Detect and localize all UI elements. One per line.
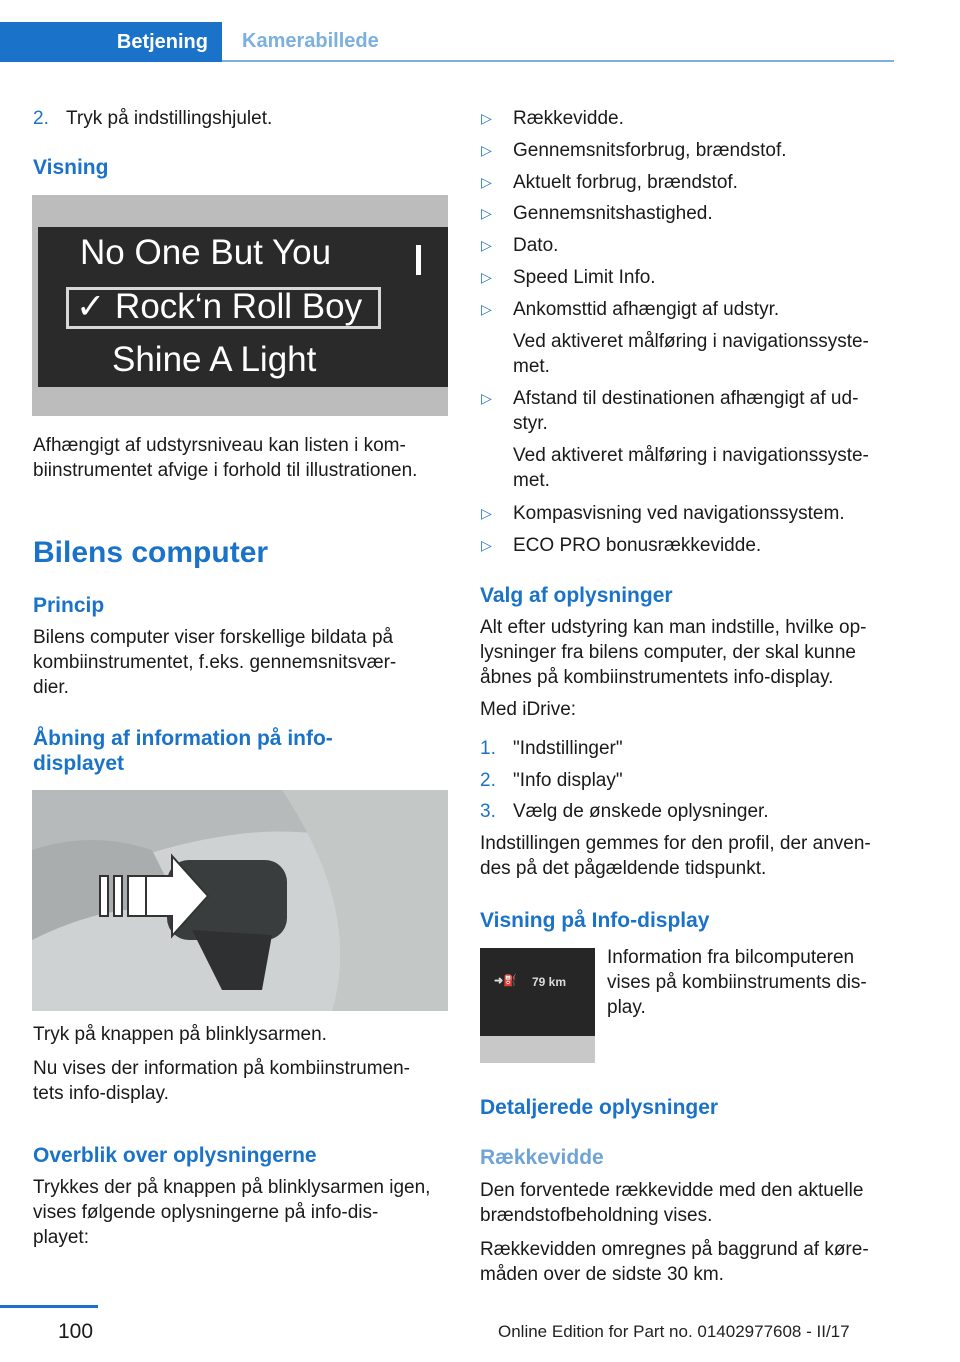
valg-text: Alt efter udstyring kan man indstille, hvilke op- lysninger fra bilens computer, der skal kunne åbnes på kombiinstrumentets info-display. [480,617,867,688]
display-item: No One But You [80,233,332,272]
bullet-icon: ▷ [481,390,492,406]
step-text: "Info display" [513,770,623,791]
tab-betjening[interactable]: Betjening [0,22,222,62]
list-item-note: Ved aktiveret målføring i navigationssyste- [513,331,869,352]
list-item: Kompasvisning ved navigationssystem. [513,503,845,524]
princip-text: Bilens computer viser forskellige bildata på kombiinstrumentet, f.eks. gennemsnitsvær- dier. [33,627,397,698]
raekkevidde-heading: Rækkevidde [480,1146,604,1169]
list-item: ECO PRO bonusrækkevidde. [513,535,762,556]
list-item-note: met. [513,356,550,377]
overblik-heading: Overblik over oplysningerne [33,1144,317,1167]
list-item-note: Ved aktiveret målføring i navigationssyste- [513,445,869,466]
visning-info-heading: Visning på Info-display [480,909,710,932]
overblik-text: Trykkes der på knappen på blinklysarmen igen, vises følgende oplysningerne på info-dis- playet: [33,1177,431,1248]
bullet-icon: ▷ [481,537,492,553]
valg-heading: Valg af oplysninger [480,584,673,607]
tryk-text: Tryk på knappen på blinklysarmen. [33,1024,327,1045]
step-text: "Indstillinger" [513,738,623,759]
visning-heading: Visning [33,156,109,179]
fuel-range-icon: ➜⛽ [494,975,517,987]
bullet-icon: ▷ [481,142,492,158]
info-text: Information fra bilcomputeren vises på kombiinstruments dis- play. [607,947,867,1018]
tab-kamerabillede[interactable]: Kamerabillede [222,22,894,62]
edition-text: Online Edition for Part no. 01402977608 - II/17 [498,1322,850,1341]
aabning-heading: Åbning af information på info- displayet [33,727,333,775]
bullet-icon: ▷ [481,110,492,126]
raekkevidde-text: Den forventede rækkevidde med den aktuelle brændstofbeholdning vises. [480,1180,864,1226]
info-display-screen [480,948,595,1036]
km-readout: 79 km [532,975,567,989]
bullet-icon: ▷ [481,237,492,253]
detaljerede-heading: Detaljerede oplysninger [480,1096,719,1119]
step-number: 2. [33,108,49,129]
footer-rule [0,1305,98,1308]
scrollbar-indicator [416,245,421,275]
list-item: Dato. [513,235,559,256]
step-text: Tryk på indstillingshjulet. [66,108,273,129]
caption: Afhængigt af udstyrsniveau kan listen i kom- biinstrumentet afvige i forhold til illustrationen. [33,435,418,481]
list-item: Speed Limit Info. [513,267,656,288]
bullet-icon: ▷ [481,174,492,190]
med-idrive-text: Med iDrive: [480,699,577,720]
song-list-display-image [32,195,448,416]
princip-heading: Princip [33,594,105,617]
step-number: 1. [480,738,496,759]
list-item: Aktuelt forbrug, brændstof. [513,172,738,193]
list-item: Ankomsttid afhængigt af udstyr. [513,299,780,320]
bullet-icon: ▷ [481,205,492,221]
step-text: Vælg de ønskede oplysninger. [513,801,769,822]
section-heading: Bilens computer [33,536,269,569]
info-display-image [480,948,595,1063]
header-bar [0,0,960,62]
list-item: Gennemsnitshastighed. [513,203,713,224]
blinker-stalk-image [32,790,448,1011]
page-number: 100 [58,1320,94,1343]
list-item: Afstand til destinationen afhængigt af ud- [513,388,859,409]
raekkevidde-text-2: Rækkevidden omregnes på baggrund af køre- måden over de sidste 30 km. [480,1239,869,1285]
bullet-icon: ▷ [481,269,492,285]
list-item-note: met. [513,470,550,491]
blinker-stalk-drawing [32,790,448,1011]
step-number: 2. [480,770,496,791]
gemmes-text: Indstillingen gemmes for den profil, der anven- des på det pågældende tidspunkt. [480,833,871,879]
bullet-icon: ▷ [481,505,492,521]
bullet-icon: ▷ [481,301,492,317]
list-item: Rækkevidde. [513,108,624,129]
nu-text: Nu vises der information på kombiinstrumen- tets info-display. [33,1058,410,1104]
list-item: Gennemsnitsforbrug, brændstof. [513,140,787,161]
display-item-selected: ✓ Rock‘n Roll Boy [76,287,363,326]
step-number: 3. [480,801,496,822]
list-item-cont: styr. [513,413,548,434]
display-item: Shine A Light [112,340,317,379]
